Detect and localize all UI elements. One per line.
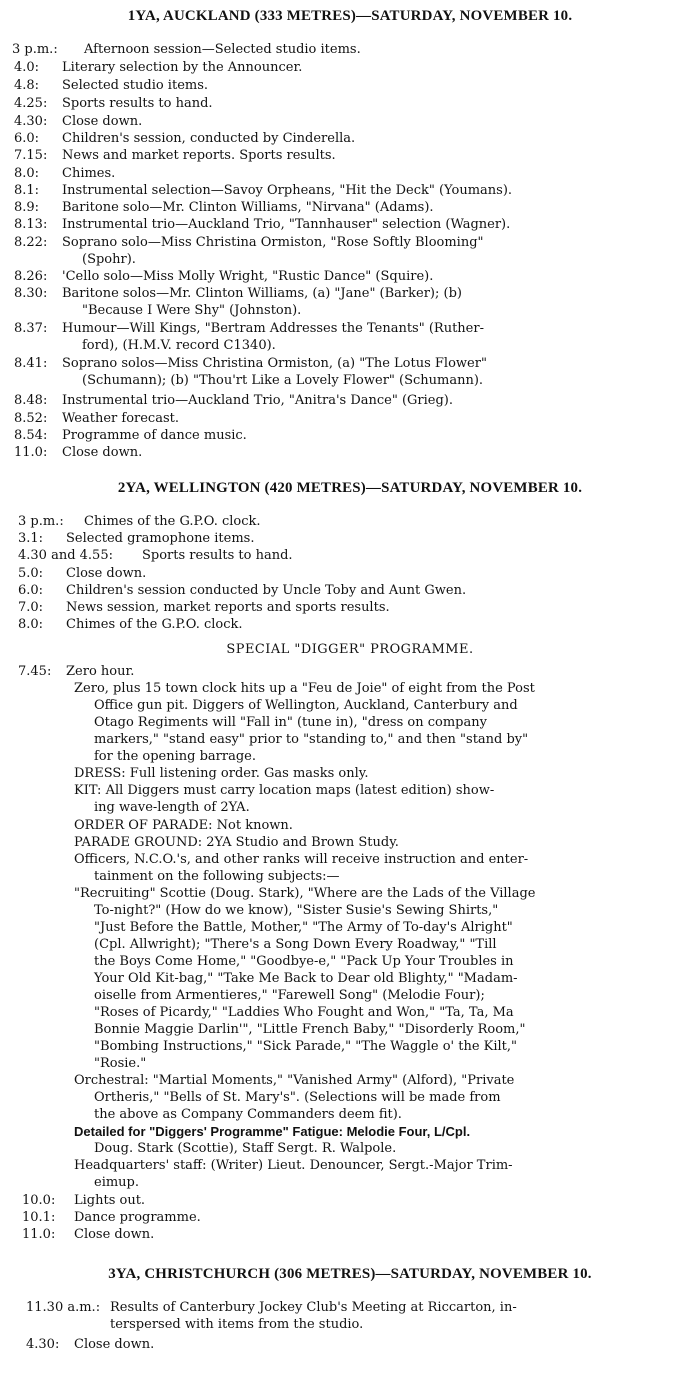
schedule-text: Chimes of the G.P.O. clock.	[66, 617, 243, 632]
special-line: PARADE GROUND: 2YA Studio and Brown Study.	[74, 835, 399, 850]
schedule-time: 3 p.m.:	[18, 514, 64, 529]
schedule-text: Close down.	[62, 114, 143, 129]
section-heading-wellington: 2YA, WELLINGTON (420 METRES)—SATURDAY, NOVEMBER 10.	[117, 480, 583, 496]
schedule-time: 8.22:	[14, 235, 48, 250]
schedule-time: 4.30 and 4.55:	[18, 548, 113, 563]
special-line: Doug. Stark (Scottie), Staff Sergt. R. Walpole.	[94, 1141, 397, 1156]
special-line: Zero, plus 15 town clock hits up a "Feu de Joie" of eight from the Post	[74, 681, 535, 696]
section-heading-christchurch: 3YA, CHRISTCHURCH (306 METRES)—SATURDAY, NOVEMBER 10.	[108, 1266, 592, 1282]
schedule-text: Instrumental trio—Auckland Trio, "Tannhauser" selection (Wagner).	[62, 217, 511, 232]
special-line: "Rosie."	[94, 1056, 147, 1071]
schedule-text: 'Cello solo—Miss Molly Wright, "Rustic Dance" (Squire).	[62, 269, 434, 284]
schedule-time: 8.52:	[14, 411, 48, 426]
schedule-text: Close down.	[62, 445, 143, 460]
schedule-time: 7.0:	[18, 600, 44, 615]
schedule-time: 8.37:	[14, 321, 48, 336]
schedule-time: 8.26:	[14, 269, 48, 284]
schedule-text: Instrumental trio—Auckland Trio, "Anitra's Dance" (Grieg).	[62, 393, 454, 408]
special-line: "Roses of Picardy," "Laddies Who Fought and Won," "Ta, Ta, Ma	[94, 1005, 514, 1020]
schedule-text: Baritone solos—Mr. Clinton Williams, (a) "Jane" (Barker); (b)	[62, 286, 462, 301]
schedule-time: 8.41:	[14, 356, 48, 371]
schedule-text: Sports results to hand.	[142, 548, 293, 563]
schedule-text: Close down.	[66, 566, 147, 581]
special-line: Ortheris," "Bells of St. Mary's". (Selections will be made from	[94, 1090, 501, 1105]
schedule-text: Literary selection by the Announcer.	[62, 60, 303, 75]
special-line: Office gun pit. Diggers of Wellington, Auckland, Canterbury and	[94, 698, 518, 713]
schedule-time: 3.1:	[18, 531, 44, 546]
special-line: Your Old Kit-bag," "Take Me Back to Dear old Blighty," "Madam-	[94, 971, 518, 986]
section-heading-auckland: 1YA, AUCKLAND (333 METRES)—SATURDAY, NOVEMBER 10.	[127, 8, 573, 24]
schedule-text: Afternoon session—Selected studio items.	[84, 42, 361, 57]
schedule-time: 8.1:	[14, 183, 40, 198]
special-line: Detailed for "Diggers' Programme" Fatigue: Melodie Four, L/Cpl.	[74, 1124, 471, 1139]
schedule-time: 4.0:	[14, 60, 40, 75]
special-line: markers," "stand easy" prior to "standing to," and then "stand by"	[94, 732, 529, 747]
special-line: DRESS: Full listening order. Gas masks only.	[74, 766, 369, 781]
special-line: "Recruiting" Scottie (Doug. Stark), "Where are the Lads of the Village	[74, 886, 536, 901]
schedule-text: Close down.	[74, 1227, 155, 1242]
schedule-text: Dance programme.	[74, 1210, 201, 1225]
special-line: ing wave-length of 2YA.	[94, 800, 250, 815]
schedule-time: 8.54:	[14, 428, 48, 443]
schedule-text: Close down.	[74, 1337, 155, 1352]
schedule-text: Instrumental selection—Savoy Orpheans, "Hit the Deck" (Youmans).	[62, 183, 513, 198]
schedule-time: 10.0:	[22, 1193, 56, 1208]
schedule-text: Weather forecast.	[62, 411, 179, 426]
schedule-text-continued: (Schumann); (b) "Thou'rt Like a Lovely Flower" (Schumann).	[82, 373, 484, 388]
special-line: Otago Regiments will "Fall in" (tune in), "dress on company	[94, 715, 487, 730]
schedule-text: Sports results to hand.	[62, 96, 213, 111]
schedule-text: Children's session, conducted by Cinderella.	[62, 131, 356, 146]
schedule-time: 6.0:	[18, 583, 44, 598]
special-line: Bonnie Maggie Darlin'", "Little French Baby," "Disorderly Room,"	[94, 1022, 526, 1037]
special-line: Zero hour.	[66, 664, 135, 679]
schedule-text-continued: "Because I Were Shy" (Johnston).	[82, 303, 302, 318]
schedule-text: Soprano solo—Miss Christina Ormiston, "Rose Softly Blooming"	[62, 235, 484, 250]
special-line: KIT: All Diggers must carry location maps (latest edition) show-	[74, 783, 495, 798]
special-line: tainment on the following subjects:—	[94, 869, 340, 884]
schedule-time: 11.30 a.m.:	[26, 1300, 101, 1315]
special-programme-title: SPECIAL "DIGGER" PROGRAMME.	[226, 642, 474, 657]
special-line: To-night?" (How do we know), "Sister Susie's Sewing Shirts,"	[94, 903, 499, 918]
schedule-time: 8.13:	[14, 217, 48, 232]
schedule-time: 8.30:	[14, 286, 48, 301]
special-line: Officers, N.C.O.'s, and other ranks will receive instruction and enter-	[74, 852, 529, 867]
special-line: the Boys Come Home," "Goodbye-e," "Pack Up Your Troubles in	[94, 954, 514, 969]
schedule-time: 11.0:	[14, 445, 48, 460]
schedule-text-continued: ford), (H.M.V. record C1340).	[82, 338, 276, 353]
special-line: oiselle from Armentieres," "Farewell Song" (Melodie Four);	[94, 988, 485, 1003]
schedule-text: Humour—Will Kings, "Bertram Addresses the Tenants" (Ruther-	[62, 321, 484, 336]
special-line: eimup.	[94, 1175, 140, 1190]
schedule-time: 7.15:	[14, 148, 48, 163]
schedule-time: 8.9:	[14, 200, 40, 215]
schedule-text: Soprano solos—Miss Christina Ormiston, (a) "The Lotus Flower"	[62, 356, 487, 371]
schedule-time: 10.1:	[22, 1210, 56, 1225]
schedule-time: 4.8:	[14, 78, 40, 93]
schedule-time: 8.48:	[14, 393, 48, 408]
schedule-text: News and market reports. Sports results.	[62, 148, 336, 163]
schedule-time: 3 p.m.:	[12, 42, 58, 57]
schedule-text: News session, market reports and sports results.	[66, 600, 390, 615]
schedule-time: 6.0:	[14, 131, 40, 146]
special-line: for the opening barrage.	[94, 749, 257, 764]
schedule-time: 11.0:	[22, 1227, 56, 1242]
schedule-time: 7.45:	[18, 664, 52, 679]
schedule-text: Programme of dance music.	[62, 428, 247, 443]
special-line: ORDER OF PARADE: Not known.	[74, 818, 293, 833]
schedule-text: Lights out.	[74, 1193, 146, 1208]
schedule-text: Children's session conducted by Uncle Toby and Aunt Gwen.	[66, 583, 467, 598]
schedule-text: Selected gramophone items.	[66, 531, 255, 546]
schedule-text: Selected studio items.	[62, 78, 209, 93]
special-line: the above as Company Commanders deem fit).	[94, 1107, 402, 1122]
special-line: "Bombing Instructions," "Sick Parade," "The Waggle o' the Kilt,"	[94, 1039, 518, 1054]
schedule-time: 4.30:	[14, 114, 48, 129]
schedule-time: 8.0:	[14, 166, 40, 181]
special-line: (Cpl. Allwright); "There's a Song Down Every Roadway," "Till	[94, 937, 497, 952]
schedule-text: Chimes.	[62, 166, 116, 181]
schedule-text-continued: terspersed with items from the studio.	[110, 1317, 364, 1332]
special-line: Orchestral: "Martial Moments," "Vanished Army" (Alford), "Private	[74, 1073, 515, 1088]
special-line: Headquarters' staff: (Writer) Lieut. Denouncer, Sergt.-Major Trim-	[74, 1158, 513, 1173]
schedule-time: 4.30:	[26, 1337, 60, 1352]
schedule-text: Results of Canterbury Jockey Club's Meeting at Riccarton, in-	[110, 1300, 517, 1315]
special-line: "Just Before the Battle, Mother," "The Army of To-day's Alright"	[94, 920, 513, 935]
schedule-text: Baritone solo—Mr. Clinton Williams, "Nirvana" (Adams).	[62, 200, 434, 215]
schedule-time: 4.25:	[14, 96, 48, 111]
schedule-text: Chimes of the G.P.O. clock.	[84, 514, 261, 529]
schedule-time: 5.0:	[18, 566, 44, 581]
schedule-text-continued: (Spohr).	[82, 252, 136, 267]
schedule-time: 8.0:	[18, 617, 44, 632]
